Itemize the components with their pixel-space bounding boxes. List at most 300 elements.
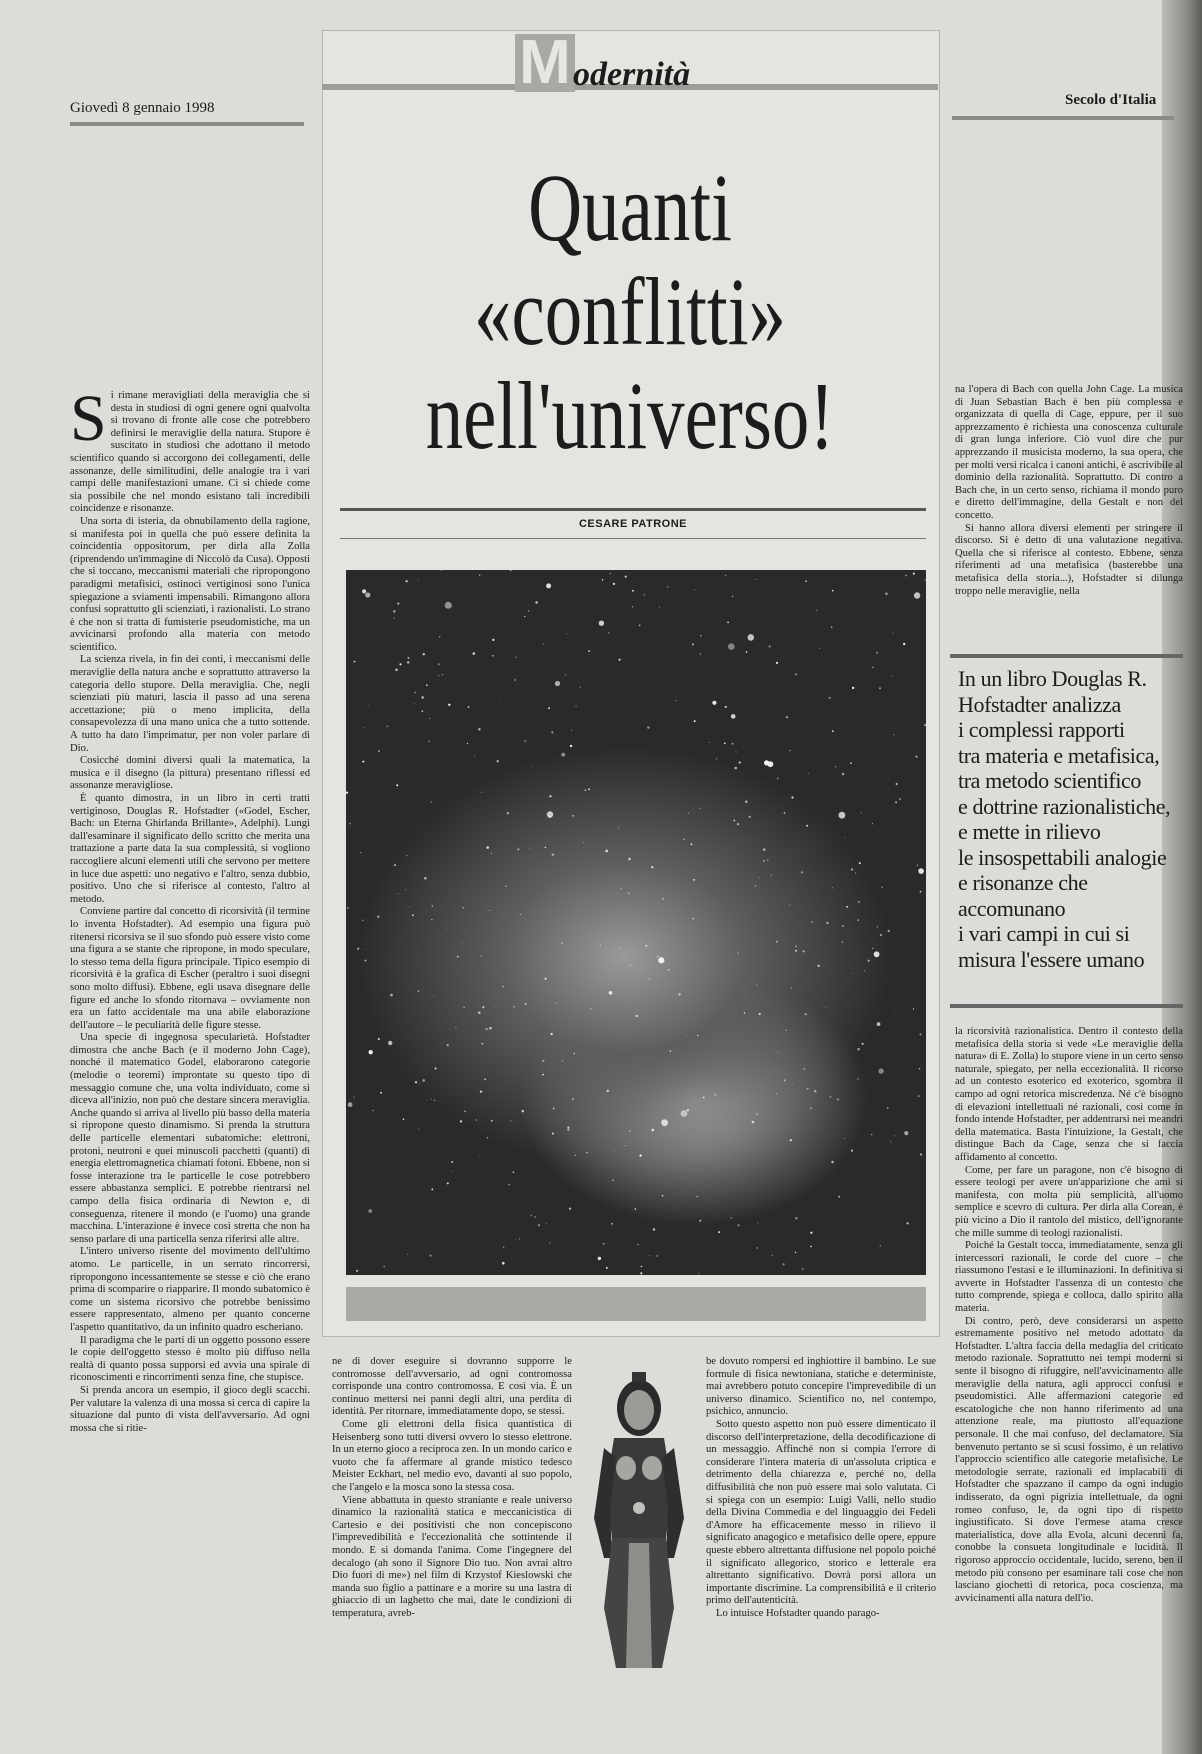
star [546,1223,547,1224]
star [360,852,361,853]
star [716,758,717,759]
star [575,1155,576,1156]
nebula-photo [346,570,926,1275]
star [495,1006,496,1007]
paragraph: Di contro, però, deve considerarsi un aspetto estremamente positivo nel metodo adottato da Hofstadter. L'altra faccia della medaglia del criticato metodo razionale. Soprattutto nei tempi moderni si sente il bisogno di rifuggire, nell'avvicinamento alle meraviglie della natura, agli approcci confusi e pseudomistici. Alle affermazioni categorie ed escatologiche che non hanno riferimento ad una attenzione reale, ma piuttosto all'equazione personale. Il che mai confuso, del declamatore. Sia benvenuto pertanto se si scusi fossimo, è un relativo l'approccio scientifico alle categorie metafisiche. Le metodologie serrate, razionali ed implacabili di Hofstadter che spazzano il campo da ogni indugio indisserato, da ogni pigrizia intellettuale, da ogni romeo confuso, le, da ogni tipo di rispetto ingiustificato. Si dove l'ermese atama cresce materialistica, dove alla Evola, alcuni decenni fa, conobbe la consueta longitudinale e lucidità. Il rigoroso approccio occidentale, lucido, sereno, ben il metodo più consono per esaminare tali cose che non lasciano giochetti di retorica, poca coscienza, ma avvicinamenti alla natura dell'io. [955,1315,1183,1604]
star [803,1068,805,1070]
star [862,1043,864,1045]
star [694,589,695,590]
paragraph: Una specie di ingegnosa specularietà. Hofstadter dimostra che anche Bach (e il moderno John Cage), nonché il matematico Godel, elaborarono categorie (melodie o teoremi) improntate su questo tipo di messaggio comune che, una volta individuato, come si diceva all'inizio, non può che destare sincera meraviglia. Anche quando si arriva al livello più basso della materia si ripropone questo dinamismo. Si prenda la struttura delle particelle elementari subatomiche: elettroni, protoni, neutroni e quei minuscoli pacchetti (quanti) di energia elettromagnetica chiamati fotoni. Ebbene, non si fosse interazione tra le particelle le cose potrebbero essere abbastanza semplici. E potrebbe rientrarsi nel campo della fisica ordinaria di Newton e, di conseguenza, ritenere il mondo (e l'uomo) una grande macchina. L'interazione è invece così stretta che non ha senso parlare di una particella senza riferirsi alle altre. [70,1032,310,1245]
star [423,653,425,655]
star [489,910,490,911]
star [709,742,710,743]
star [610,573,611,574]
star [641,1266,643,1268]
star [474,755,475,756]
star [844,1138,845,1139]
star [694,720,696,722]
star [816,610,817,611]
star [620,888,621,889]
star [480,955,481,956]
star [388,1041,392,1045]
star [547,811,553,817]
star [572,815,574,817]
headline-rule [340,508,926,511]
star [795,1252,797,1254]
star [686,1036,687,1037]
star [759,1013,761,1015]
star [878,1068,883,1073]
star [626,984,627,985]
star [549,795,551,797]
star [855,873,856,874]
star [468,706,470,708]
star [393,618,394,619]
paragraph: be dovuto rompersi ed inghiottire il bambino. Le sue formule di fisica newtoniana, statiche e deterministe, mai avrebbero potuto concepire l'imprevedibile di un universo dinamico. Scientifico no, nel contempo, psichico, annuncio. [706,1356,936,1418]
star [692,643,694,645]
star [829,697,831,699]
star [625,1145,626,1146]
star [792,1083,793,1084]
star [570,745,572,747]
star [460,1120,462,1122]
star [848,875,849,876]
star [919,1068,920,1069]
star [845,837,846,838]
star [771,875,772,876]
pullquote-line: i complessi rapporti [958,717,1125,742]
star [618,827,619,828]
star [913,573,915,575]
star [602,579,604,581]
star [424,877,427,880]
star [418,1129,419,1130]
star [659,607,660,608]
star [917,865,918,866]
star [639,1154,641,1156]
star [548,707,550,709]
star [409,907,410,908]
star [728,643,735,650]
star [819,648,820,649]
star [378,750,380,752]
star [731,714,736,719]
star [857,1048,859,1050]
star [700,635,702,637]
star [692,918,694,920]
star [789,750,791,752]
star [769,645,771,647]
header-rule-right [952,116,1174,120]
article-column-right-top [955,384,1183,652]
star [733,820,735,822]
star [513,1006,515,1008]
star [502,1262,505,1265]
star [535,601,538,604]
star [572,1098,574,1100]
star [871,1134,873,1136]
star [842,773,844,775]
star [895,801,897,803]
star [864,970,865,971]
star [920,891,922,893]
star [795,1217,797,1219]
star [476,1119,477,1120]
star [915,756,917,758]
star [608,632,609,633]
star [734,767,737,770]
star [818,965,820,967]
star [658,957,664,963]
star [407,657,409,659]
star [656,1255,657,1256]
star [763,849,765,851]
star [505,886,506,887]
star [407,661,409,663]
star [492,639,494,641]
star [362,589,366,593]
starfield [346,570,926,1275]
star [607,1090,609,1092]
star [347,907,349,909]
star [628,858,630,860]
star [515,657,516,658]
star [629,1130,631,1132]
star [517,848,519,850]
star [879,687,881,689]
star [406,580,408,582]
star [447,1182,449,1184]
star [590,1008,592,1010]
star [700,808,701,809]
star [386,726,388,728]
star [497,760,499,762]
star [876,652,878,654]
star [431,801,432,802]
paragraph: Sotto questo aspetto non può essere dimenticato il discorso dell'interpretazione, della decodificazione di un messaggio. Affinché non si compia l'errore di considerare l'intera materia di un'assoluta criptica e detrimento della chiarezza e, perché no, della diffusibilità che non può essere mai solo valutata. Ci si spiega con un esempio: Luigi Valli, nello studio della Divina Commedia e del linguaggio dei Fedeli d'Amore ha efficacemente messo in rilievo il significato anagogico e metafisico delle opere, eppure queste ebbero altrettanta diffusione nel popolo poiché il significato allegorico, storico e letterale era altrettanto significativo. Dovrà porsi allora un importante discrimine. La comprensibilità e il criterio primo dell'autenticità. [706,1418,936,1607]
star [380,1092,382,1094]
star [749,816,751,818]
star [509,1184,510,1185]
star [810,1107,812,1109]
star [390,994,393,997]
star [803,950,805,952]
star [644,594,645,595]
star [772,1255,773,1256]
star [503,986,504,987]
star [890,1141,891,1142]
paragraph: Cosicché domini diversi quali la matematica, la musica e il disegno (la pittura) presentano riflessi ed assonanze meravigliose. [70,755,310,792]
star [925,579,926,580]
star [441,570,442,571]
star [805,1013,807,1015]
star [369,1050,373,1054]
star [649,978,650,979]
star [619,947,620,948]
star [455,1027,456,1028]
star [872,667,873,668]
star [435,1068,437,1070]
paragraph: È quanto dimostra, in un libro in certi tratti vertiginoso, Douglas R. Hofstadter («Godel, Escher, Bach: un Eterna Ghirlanda Brillante», Adelphi). Lungi dall'esaminare il significato dello scritto che merita una trattazione a parte data la sua complessità, si vogliono raccogliere alcuni elementi utili che servono per mettere in luce due aspetti: uno negativo e l'altro, senza dubbio, positivo. Uno che si riferisce al contesto, l'altro al metodo. [70,793,310,905]
star [696,1196,697,1197]
star [555,681,560,686]
star [395,669,397,671]
star [737,823,739,825]
star [795,673,797,675]
star [748,634,755,641]
star [885,593,888,596]
star [731,1217,732,1218]
star [756,1113,758,1115]
paragraph: na l'opera di Bach con quella John Cage. La musica di Juan Sebastian Bach è ben più complessa e organizzata di quella di Cage, eppure, per il suo apprezzamento è richiesta una conoscenza culturale di gran lunga inferiore. Ciò vuol dire che pur apprezzando il musicista moderno, la sua opera, che per molti versi ricalca i canoni antichi, è ascrivibile al dominio della razionalità. Soprattutto. Di contro a Bach che, in un certo senso, richiama il mondo puro e diretto dell'immagine, della Gestalt e non del concetto. [955,384,1183,521]
star [893,633,894,634]
star [653,1228,655,1230]
pull-quote [958,666,1202,972]
star [851,1150,853,1152]
star [746,651,748,653]
star [576,706,577,707]
star [767,859,768,860]
star [479,575,480,576]
star [567,1126,569,1128]
paragraph: Il paradigma che le parti di un oggetto possono essere le copie dell'oggetto stesso è molto più diffuso nella realtà di quanto possa supporsi ed avvia una spirale di riconoscimenti e rincorrimenti senza fine, che stupisce. [70,1334,310,1384]
star [556,1003,557,1004]
header-rule-left [70,122,304,126]
star [662,1195,664,1197]
newspaper-name: Secolo d'Italia [1065,92,1157,108]
pullquote-rule-bottom [950,1004,1183,1008]
star [482,1006,484,1008]
star [832,730,834,732]
star [429,1255,431,1257]
star [415,1081,417,1083]
star [478,1011,481,1014]
star [755,885,756,886]
star [362,761,364,763]
star [725,706,727,708]
star [644,873,645,874]
paragraph: i rimane meravigliati della meraviglia che si desta in studiosi di ogni genere ogni qualvolta si trovano di fronte alle cose che potrebbero definirsi le meraviglie della natura. Stupore è suscitato in studiosi che adottano il metodo scientifico quando si accorgono dei collegamenti, delle assonanze, delle similitudini, delle analogie tra i vari campi delle manifestazioni umane. Ci si chiede come sia possibile che nel mondo esistano tali incredibili coincidenze e risonanze. [70,390,310,515]
star [407,1254,408,1255]
star [491,853,492,854]
star [687,1109,689,1111]
star [744,1012,745,1013]
pullquote-rule-top [950,654,1183,658]
star [442,674,443,675]
star [810,1246,812,1248]
pullquote-line: tra materia e metafisica, [958,742,1160,768]
star [725,575,726,576]
star [478,728,480,730]
star [598,1257,601,1260]
paragraph: Conviene partire dal concetto di ricorsività (il termine lo inventa Hofstadter). Ad esempio una figura può ritenersi ricorsiva se il suo sfondo può essere visto come una figura a se stante che ripropone, in modo speculare, lo stesso tema della figura principale. Tipico esempio di ricorsività è la grafica di Escher (peraltro i suoi disegni sono molto diffusi). Ebbene, egli usava disegnare delle figure ed anche lo sfondo ritornava – ovviamente non era un fatto accidentale ma una abile elaborazione dell'autore – le peculiarità delle figure stesse. [70,906,310,1031]
star [429,718,430,719]
star [464,1111,466,1113]
star [857,1078,858,1079]
star [757,1222,758,1223]
star [525,1003,527,1005]
article-column-left [70,390,310,1742]
star [538,1224,540,1226]
star [357,948,359,950]
star [457,956,459,958]
byline: CESARE PATRONE [578,518,688,530]
star [585,789,587,791]
star [522,1110,524,1112]
star [662,898,664,900]
star [657,956,659,958]
star [698,1273,699,1274]
pullquote-line: e mette in rilievo [958,819,1101,844]
star [439,636,440,637]
star [678,993,680,995]
star [896,783,898,785]
star [736,751,737,752]
star [489,1027,492,1030]
star [398,893,399,894]
section-initial: M [515,34,575,92]
star [683,839,684,840]
star [852,687,854,689]
star [520,914,521,915]
star [511,1120,512,1121]
star [920,1154,922,1156]
star [913,1008,914,1009]
star [903,643,905,645]
star [724,743,726,745]
issue-date: Giovedì 8 gennaio 1998 [70,100,215,116]
pullquote-line: e risonanze che [958,870,1088,895]
star [676,700,677,701]
star [638,1244,639,1245]
star [805,580,807,582]
paragraph: L'intero universo risente del movimento dell'ultimo atomo. Le particelle, in un serrato rincorrersi, ripropongono incessantemente se stesse e ciò che erano prima di scomparire o riapparire. Il mondo subatomico è come un sistema ricorsivo che potrebbe benissimo essere rappresentato, almeno per quanto concerne l'aspetto quantitativo, da un infinito quadro escheriano. [70,1246,310,1333]
star [396,784,398,786]
star [438,663,440,665]
star [373,1106,374,1107]
star [764,760,769,765]
star [649,1255,650,1256]
star [874,951,880,957]
star [619,659,621,661]
star [636,1015,638,1017]
star [880,1245,881,1246]
star [532,766,533,767]
star [826,922,828,924]
headline-line: «conflitti» [474,258,786,365]
star [872,948,873,949]
star [699,1220,701,1222]
star [580,687,581,688]
star [776,941,778,943]
star [851,868,853,870]
star [588,650,590,652]
star [419,1083,420,1084]
star [888,930,890,932]
star [512,1171,514,1173]
pullquote-line: Hofstadter analizza [958,691,1121,717]
star [422,1079,425,1082]
star [524,740,526,742]
star [756,579,757,580]
paragraph: Si hanno allora diversi elementi per stringere il discorso. Si è detto di una valutazione negativa. Quella che si riferisce al contesto. Ebbene, senza riferimenti ad una metafisica (basterebbe una metafisica della storia...), Hofstadter si dilunga troppo nelle meraviglie, nella [955,522,1183,597]
star [545,847,546,848]
star [384,1266,385,1267]
star [452,1171,453,1172]
star [858,901,860,903]
paragraph: Viene abbattuta in questo straniante e reale universo dinamico la razionalità statica e meccanicistica di Cartesio e dei positivisti che non concepiscono l'imprevedibilità e l'eccezionalità che sottintende il mondo. E si domanda l'anima. Come l'ingegnere del decalogo (ah sono il Signore Dio tuo. Non avrai altro Dio fuori di me») nel film di Krzystof Kieslowski che manda suo figlio a pattinare e a morire su una lastra di ghiaccio di un laghetto che mai, date le condizioni di temperatura, avreb- [332,1494,572,1619]
star [463,1007,464,1008]
star [700,653,702,655]
star [630,965,631,966]
robot-maria-illustration [574,1368,704,1668]
star [776,1093,777,1094]
star [364,727,365,728]
star [881,886,883,888]
star [552,854,554,856]
star [467,743,468,744]
star [791,988,792,989]
star [481,792,482,793]
star [421,710,423,712]
star [784,1079,786,1081]
star [667,586,668,587]
pullquote-line: e dottrine razionalistiche, [958,793,1171,819]
star [605,850,608,853]
star [366,949,367,950]
star [426,684,428,686]
star [553,1108,555,1110]
star [462,907,463,908]
star [412,914,414,916]
star [786,716,788,718]
star [831,1161,833,1163]
star [571,730,572,731]
star [356,1270,358,1272]
star [786,1030,787,1031]
paragraph: Lo intuisce Hofstadter quando parago- [716,1607,880,1619]
star [877,1022,881,1026]
star [362,920,364,922]
paragraph: Si prenda ancora un esempio, il gioco degli scacchi. Per valutare la valenza di una mossa si cerca di capire la situazione dal punto di vista dell'avversario. Ad ogni mossa che si ritie- [70,1384,310,1434]
star [487,1137,488,1138]
star [431,905,433,907]
star [427,1100,428,1101]
star [479,1155,480,1156]
star [645,945,647,947]
star [904,1131,908,1135]
star [635,1208,637,1210]
star [814,1090,817,1093]
star [403,1118,405,1120]
star [872,823,873,824]
star [549,1243,550,1244]
star [628,892,630,894]
star [801,871,803,873]
star [378,1038,380,1040]
star [372,1110,373,1111]
star [838,1196,840,1198]
star [745,801,747,803]
star [759,878,760,879]
star [447,929,448,930]
star [632,590,634,592]
star [542,1074,544,1076]
star [795,946,796,947]
star [551,731,553,733]
star [447,1044,449,1046]
star [473,652,476,655]
